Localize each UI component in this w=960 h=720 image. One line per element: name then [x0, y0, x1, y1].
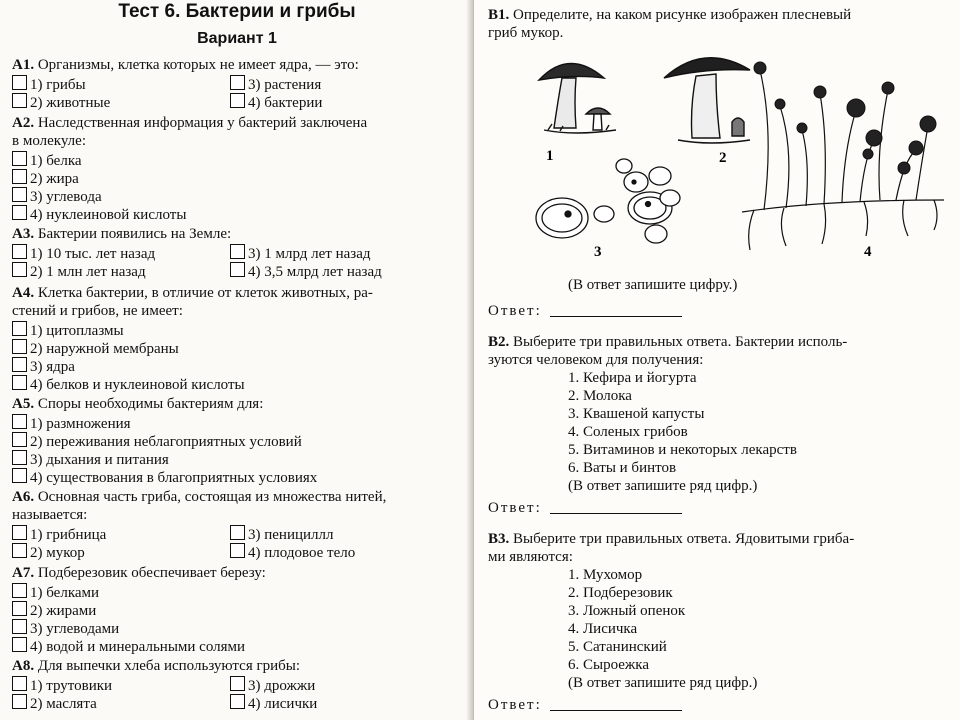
checkbox[interactable] — [12, 375, 27, 390]
checkbox[interactable] — [12, 244, 27, 259]
checkbox[interactable] — [12, 321, 27, 336]
checkbox[interactable] — [12, 619, 27, 634]
figure-1-mushrooms — [539, 63, 616, 133]
checkbox[interactable] — [12, 601, 27, 616]
test-title: Тест 6. Бактерии и грибы — [118, 1, 356, 22]
b2-answer[interactable]: Ответ: — [488, 500, 682, 517]
option-a7-3[interactable]: 3) углеводами — [12, 619, 119, 638]
option-a7-1[interactable]: 1) белками — [12, 583, 99, 602]
b2-option-3: 3. Квашеной капусты — [568, 406, 705, 422]
checkbox[interactable] — [12, 450, 27, 465]
option-a6-1[interactable]: 1) грибница — [12, 525, 106, 544]
mucor-sporangia — [754, 62, 936, 174]
option-a3-3[interactable]: 3) 1 млрд лет назад — [230, 244, 371, 263]
question-a2: А2. Наследственная информация у бактерий заключена — [12, 115, 368, 131]
checkbox[interactable] — [12, 151, 27, 166]
option-a5-4[interactable]: 4) существования в благоприятных условиях — [12, 468, 317, 487]
checkbox[interactable] — [230, 93, 245, 108]
option-a2-2[interactable]: 2) жира — [12, 169, 79, 188]
checkbox[interactable] — [230, 543, 245, 558]
option-a1-4[interactable]: 4) бактерии — [230, 93, 322, 112]
question-a4-cont: стений и грибов, не имеет: — [12, 303, 183, 319]
variant-title: Вариант 1 — [197, 30, 277, 47]
option-a2-4[interactable]: 4) нуклеиновой кислоты — [12, 205, 186, 224]
question-a8: А8. Для выпечки хлеба используются грибы: — [12, 658, 301, 674]
option-a4-4[interactable]: 4) белков и нуклеиновой кислоты — [12, 375, 245, 394]
question-b2: В2. Выберите три правильных ответа. Бактерии исполь- зуются человеком для получения: — [488, 334, 848, 368]
b3-option-2: 2. Подберезовик — [568, 585, 673, 601]
option-a1-2[interactable]: 2) животные — [12, 93, 110, 112]
option-a6-3[interactable]: 3) пенициллл — [230, 525, 334, 544]
option-a8-4[interactable]: 4) лисички — [230, 694, 317, 713]
b2-answer-line[interactable] — [550, 513, 682, 514]
checkbox[interactable] — [230, 262, 245, 277]
option-a4-1[interactable]: 1) цитоплазмы — [12, 321, 124, 340]
b3-option-5: 5. Сатанинский — [568, 639, 667, 655]
checkbox[interactable] — [12, 357, 27, 372]
b3-answer-line[interactable] — [550, 710, 682, 711]
checkbox[interactable] — [12, 676, 27, 691]
mushroom-figures — [524, 50, 944, 260]
question-a4: А4. Клетка бактерии, в отличие от клеток животных, ра- — [12, 285, 373, 301]
b2-hint: (В ответ запишите ряд цифр.) — [568, 478, 758, 494]
question-a6: А6. Основная часть гриба, состоящая из множества нитей, — [12, 489, 387, 505]
question-a3: А3. Бактерии появились на Земле: — [12, 226, 232, 242]
option-a4-3[interactable]: 3) ядра — [12, 357, 75, 376]
b2-option-2: 2. Молока — [568, 388, 632, 404]
option-a8-3[interactable]: 3) дрожжи — [230, 676, 315, 695]
option-a2-3[interactable]: 3) углевода — [12, 187, 102, 206]
checkbox[interactable] — [12, 583, 27, 598]
option-a5-2[interactable]: 2) переживания неблагоприятных условий — [12, 432, 302, 451]
option-a8-2[interactable]: 2) маслята — [12, 694, 97, 713]
option-a3-1[interactable]: 1) 10 тыс. лет назад — [12, 244, 155, 263]
question-b1: В1. Определите, на каком рисунке изображен плесневый гриб мукор. — [488, 7, 852, 41]
option-a5-3[interactable]: 3) дыхания и питания — [12, 450, 169, 469]
figure-label-1: 1 — [546, 148, 554, 164]
checkbox[interactable] — [12, 694, 27, 709]
option-a1-1[interactable]: 1) грибы — [12, 75, 86, 94]
figure-4-mucor — [742, 70, 944, 250]
checkbox[interactable] — [230, 75, 245, 90]
b2-option-1: 1. Кефира и йогурта — [568, 370, 697, 386]
b1-hint: (В ответ запишите цифру.) — [568, 277, 738, 293]
question-a2-cont: в молекуле: — [12, 133, 86, 149]
checkbox[interactable] — [12, 205, 27, 220]
option-a4-2[interactable]: 2) наружной мембраны — [12, 339, 179, 358]
left-page — [0, 0, 474, 720]
option-a6-4[interactable]: 4) плодовое тело — [230, 543, 355, 562]
checkbox[interactable] — [12, 339, 27, 354]
option-a1-3[interactable]: 3) растения — [230, 75, 321, 94]
checkbox[interactable] — [12, 75, 27, 90]
b1-answer[interactable]: Ответ: — [488, 303, 682, 320]
b3-option-3: 3. Ложный опенок — [568, 603, 686, 619]
figure-label-4: 4 — [864, 244, 872, 260]
checkbox[interactable] — [12, 169, 27, 184]
b3-hint: (В ответ запишите ряд цифр.) — [568, 675, 758, 691]
figure-2-mushroom — [664, 58, 750, 143]
option-a5-1[interactable]: 1) размножения — [12, 414, 131, 433]
checkbox[interactable] — [12, 432, 27, 447]
b1-answer-line[interactable] — [550, 316, 682, 317]
b2-option-5: 5. Витаминов и некоторых лекарств — [568, 442, 797, 458]
option-a8-1[interactable]: 1) трутовики — [12, 676, 112, 695]
right-page — [474, 0, 960, 720]
checkbox[interactable] — [12, 414, 27, 429]
option-a6-2[interactable]: 2) мукор — [12, 543, 85, 562]
figure-3-yeast — [536, 159, 680, 243]
option-a3-2[interactable]: 2) 1 млн лет назад — [12, 262, 146, 281]
checkbox[interactable] — [12, 525, 27, 540]
checkbox[interactable] — [12, 637, 27, 652]
option-a2-1[interactable]: 1) белка — [12, 151, 82, 170]
question-a6-cont: называется: — [12, 507, 88, 523]
checkbox[interactable] — [230, 525, 245, 540]
checkbox[interactable] — [12, 543, 27, 558]
checkbox[interactable] — [230, 694, 245, 709]
figure-label-3: 3 — [594, 244, 602, 260]
checkbox[interactable] — [12, 93, 27, 108]
option-a7-2[interactable]: 2) жирами — [12, 601, 96, 620]
checkbox[interactable] — [230, 244, 245, 259]
b3-option-6: 6. Сыроежка — [568, 657, 650, 673]
question-b3: В3. Выберите три правильных ответа. Ядовитыми гриба- ми являются: — [488, 531, 855, 565]
question-a5: А5. Споры необходимы бактериям для: — [12, 396, 264, 412]
figure-label-2: 2 — [719, 150, 727, 166]
question-a7: А7. Подберезовик обеспечивает березу: — [12, 565, 266, 581]
b3-answer[interactable]: Ответ: — [488, 697, 682, 714]
b2-option-6: 6. Ваты и бинтов — [568, 460, 677, 476]
checkbox[interactable] — [12, 187, 27, 202]
checkbox[interactable] — [230, 676, 245, 691]
question-a1: А1. Организмы, клетка которых не имеет ядра, — это: — [12, 57, 359, 73]
b3-option-1: 1. Мухомор — [568, 567, 643, 583]
option-a3-4[interactable]: 4) 3,5 млрд лет назад — [230, 262, 382, 281]
b2-option-4: 4. Соленых грибов — [568, 424, 688, 440]
b3-option-4: 4. Лисичка — [568, 621, 638, 637]
checkbox[interactable] — [12, 262, 27, 277]
checkbox[interactable] — [12, 468, 27, 483]
option-a7-4[interactable]: 4) водой и минеральными солями — [12, 637, 245, 656]
